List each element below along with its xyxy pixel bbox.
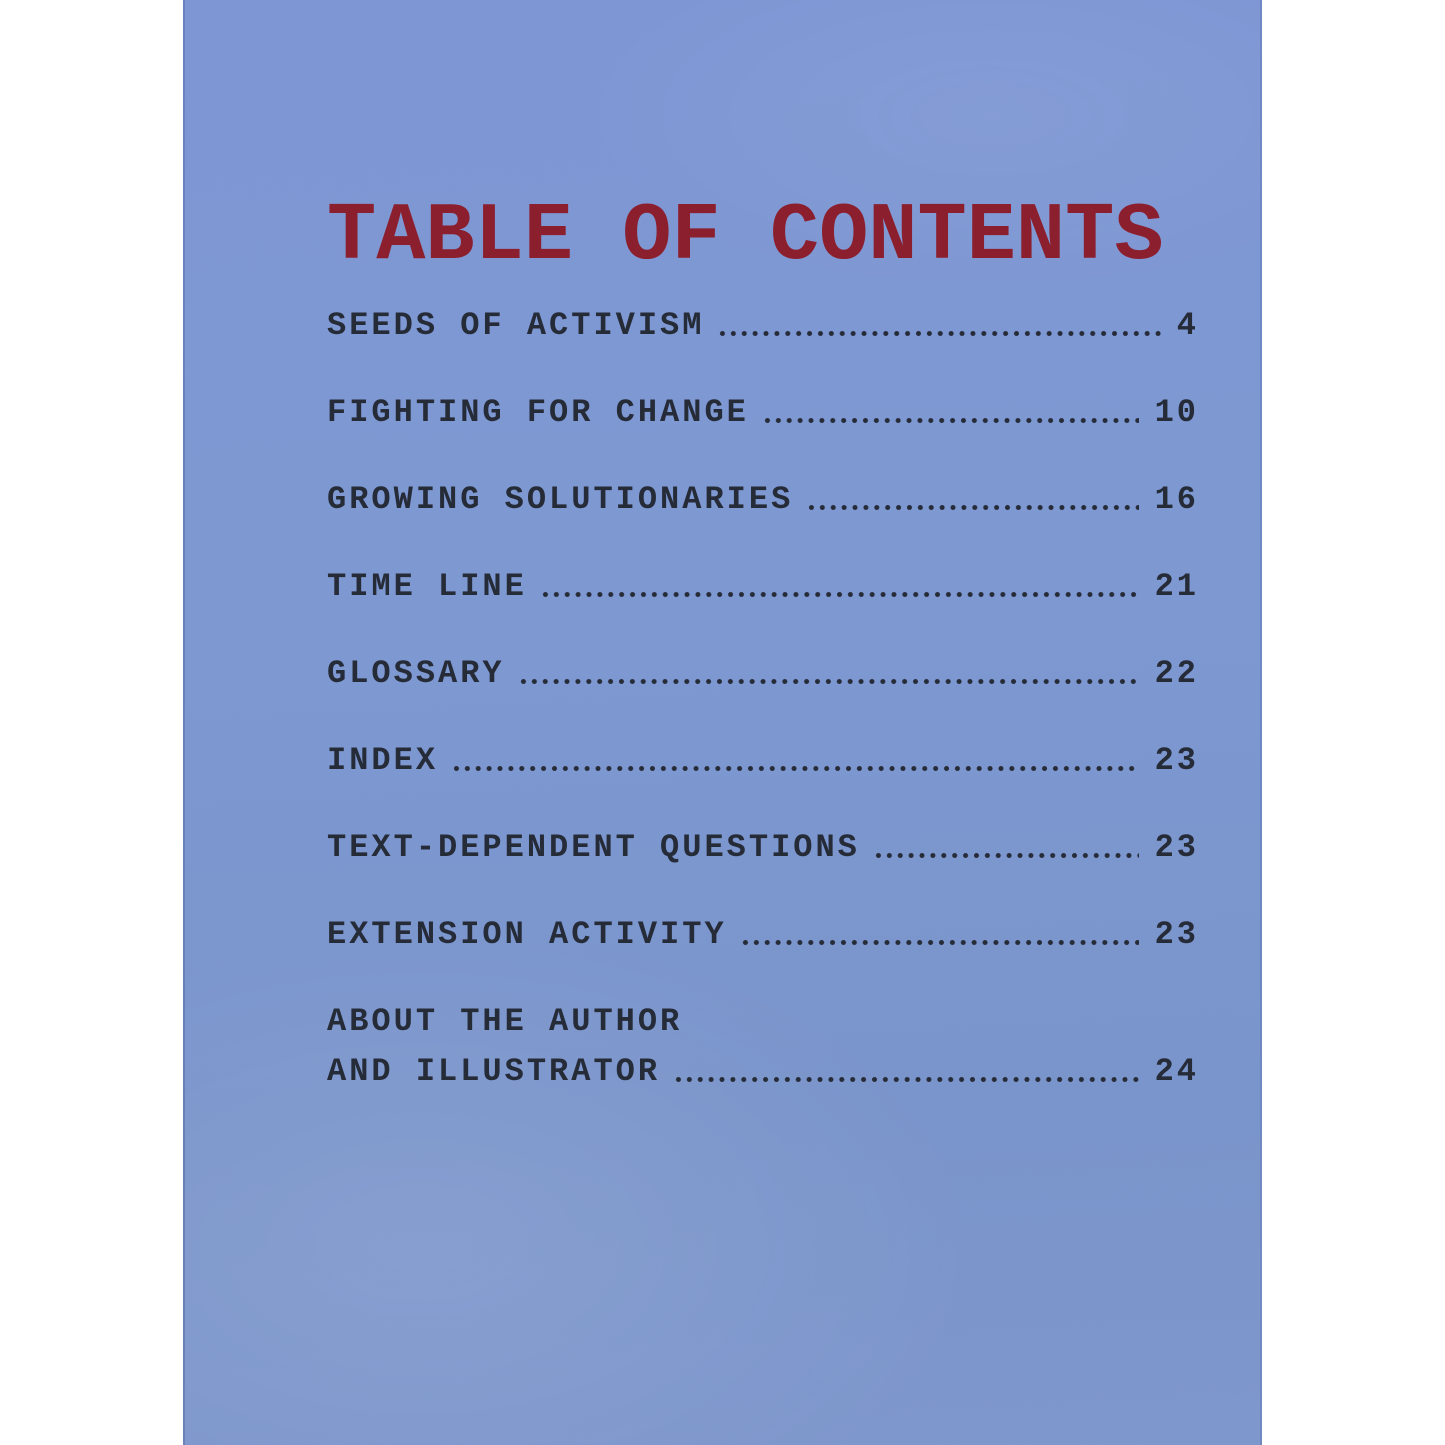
dotted-leader (717, 308, 1160, 343)
toc-entry-label: GROWING SOLUTIONARIES (327, 481, 794, 518)
dotted-leader (740, 917, 1139, 952)
toc-entry (327, 307, 1199, 344)
toc-entry-label: GLOSSARY (327, 655, 505, 692)
book-page (183, 0, 1262, 1445)
toc-entry-page: 16 (1154, 481, 1199, 518)
toc-entry-page: 4 (1176, 307, 1199, 344)
toc-entry-line (327, 655, 1199, 692)
dotted-leader (806, 482, 1138, 517)
toc-entry-page: 23 (1154, 742, 1199, 779)
toc-entry-label: SEEDS OF ACTIVISM (327, 307, 705, 344)
dotted-leader (762, 395, 1139, 430)
dotted-leader (518, 656, 1139, 691)
toc-entry-page: 23 (1154, 829, 1199, 866)
toc-entry (327, 394, 1199, 431)
toc-entry-label2: AND ILLUSTRATOR (327, 1053, 661, 1090)
dotted-leader (873, 830, 1139, 865)
toc-entry-label: TIME LINE (327, 568, 527, 605)
dotted-leader (673, 1054, 1139, 1089)
toc-entry-line (327, 481, 1199, 518)
toc-entry-label: ABOUT THE AUTHOR (327, 1003, 683, 1040)
toc-entry-line (327, 916, 1199, 953)
toc-entry-line (327, 568, 1199, 605)
toc-entry (327, 829, 1199, 866)
toc-entry-line (327, 307, 1199, 344)
toc-entry-label: TEXT-DEPENDENT QUESTIONS (327, 829, 860, 866)
toc-entry-page: 22 (1154, 655, 1199, 692)
toc-list (327, 307, 1199, 1090)
toc-entry-line2 (327, 1053, 1199, 1090)
toc-entry-label: EXTENSION ACTIVITY (327, 916, 727, 953)
toc-entry-label: INDEX (327, 742, 439, 779)
toc-entry-page: 21 (1154, 568, 1199, 605)
toc-entry (327, 742, 1199, 779)
dotted-leader (540, 569, 1139, 604)
toc-entry-line (327, 829, 1199, 866)
toc-entry-page: 23 (1154, 916, 1199, 953)
toc-entry (327, 481, 1199, 518)
toc-content (185, 0, 1260, 1445)
toc-entry-page: 10 (1154, 394, 1199, 431)
toc-entry (327, 1003, 1199, 1090)
toc-entry-line (327, 742, 1199, 779)
toc-entry-page2: 24 (1154, 1053, 1199, 1090)
toc-entry-line (327, 1004, 1196, 1039)
dotted-leader (451, 743, 1139, 778)
page-title: TABLE OF CONTENTS (327, 190, 1164, 283)
toc-entry-line (327, 394, 1199, 431)
toc-entry (327, 568, 1199, 605)
toc-entry (327, 655, 1199, 692)
toc-entry-label: FIGHTING FOR CHANGE (327, 394, 749, 431)
toc-entry (327, 916, 1199, 953)
